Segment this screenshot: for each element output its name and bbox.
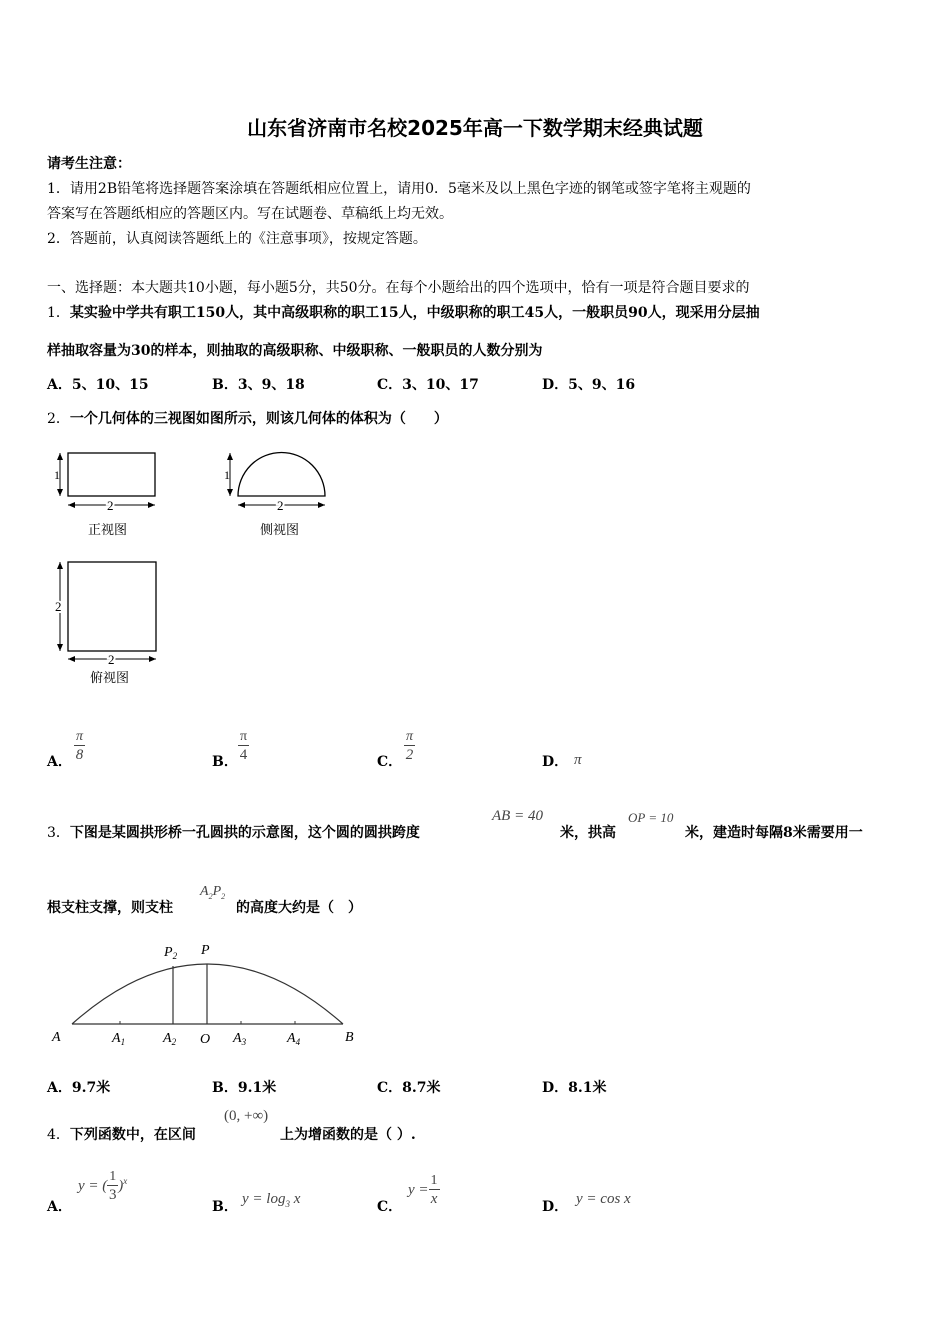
- q2-option-b-fraction: $\frac{\pi}{4}$: [239, 729, 248, 763]
- label-a: A: [52, 1030, 61, 1045]
- top-view-caption: 俯视图: [90, 671, 130, 686]
- arrow-down-icon: [57, 489, 63, 496]
- arrow-right-icon: [149, 656, 156, 662]
- label-o: O: [200, 1032, 211, 1047]
- question-text: 某实验中学共有职工150人，其中高级职称的职工15人，中级职称的职工45人，一般职员90人，现采用分层抽: [69, 305, 760, 321]
- top-view-diagram: [50, 555, 165, 690]
- arrow-left-icon: [68, 656, 75, 662]
- arrow-right-icon: [148, 502, 155, 508]
- q4-option-c-formula: y = $\frac{1}{x}$: [408, 1173, 438, 1207]
- q1-option-d[interactable]: D．5、9、16: [542, 377, 636, 393]
- page-title: 山东省济南市名校2025年高一下数学期末经典试题: [247, 116, 703, 140]
- notice-line-1b: 答案写在答题纸相应的答题区内。写在试题卷、草稿纸上均无效。: [47, 206, 453, 222]
- question-text: 一个几何体的三视图如图所示，则该几何体的体积为（ ）: [69, 411, 448, 427]
- label-a2: $A_2$: [163, 1031, 177, 1047]
- q4-option-c-label[interactable]: C．: [377, 1199, 403, 1215]
- width-label: 2: [108, 652, 115, 667]
- q2-option-b-label[interactable]: B．: [212, 754, 238, 770]
- q4-option-b-label[interactable]: B．: [212, 1199, 238, 1215]
- question-number: 2．: [47, 411, 70, 427]
- arrow-right-icon: [318, 502, 325, 508]
- label-a3: $A_3$: [233, 1031, 247, 1047]
- height-label: 1: [224, 468, 230, 482]
- q2-option-a-label[interactable]: A．: [47, 754, 72, 770]
- question-number: 1．: [47, 305, 70, 321]
- question-2: [47, 408, 448, 428]
- arch-bridge-diagram: [40, 935, 370, 1055]
- q4-option-a-formula: y = ( $\frac{1}{3}$ )$^x$: [78, 1169, 128, 1203]
- arrow-up-icon: [57, 562, 63, 569]
- q3-math-ab: AB = 40: [492, 808, 543, 824]
- arrow-left-icon: [68, 502, 75, 508]
- question-text: 下列函数中，在区间: [69, 1127, 196, 1143]
- q2-option-c-fraction: $\frac{\pi}{2}$: [405, 729, 414, 763]
- q3-text-b: 米，拱高: [560, 825, 616, 841]
- width-label: 2: [107, 498, 114, 513]
- question-text: 下图是某圆拱形桥一孔圆拱的示意图，这个圆的圆拱跨度: [69, 825, 420, 841]
- q4-text-b: 上为增函数的是（ ）.: [280, 1127, 416, 1143]
- notice-line-1: 1．请用2B铅笔将选择题答案涂填在答题纸相应位置上，请用0．5毫米及以上黑色字迹的钢笔或签字笔将主观题的: [47, 181, 751, 197]
- arrow-down-icon: [227, 489, 233, 496]
- front-view-diagram: [50, 445, 165, 545]
- notice-heading: 请考生注意：: [47, 156, 131, 172]
- q4-option-b-formula: $y = \log_3 x$: [242, 1191, 301, 1209]
- q2-option-a-fraction: $\frac{\pi}{8}$: [75, 729, 84, 763]
- label-a1: $A_1$: [112, 1031, 126, 1047]
- q3-text-e: 的高度大约是（ ）: [236, 900, 362, 916]
- arrow-down-icon: [57, 644, 63, 651]
- question-1: [47, 302, 760, 322]
- q3-text-d: 根支柱支撑，则支柱: [47, 900, 173, 916]
- height-label: 2: [55, 599, 62, 614]
- arrow-up-icon: [227, 453, 233, 460]
- q3-option-a[interactable]: A．9.7米: [47, 1080, 111, 1096]
- label-a4: $A_4$: [287, 1031, 301, 1047]
- question-number: 3．: [47, 825, 70, 841]
- q3-math-a2p2: $A_2P_2$: [200, 884, 226, 901]
- q3-option-c[interactable]: C．8.7米: [377, 1080, 441, 1096]
- q1-option-c[interactable]: C．3、10、17: [377, 377, 479, 393]
- question-number: 4．: [47, 1127, 70, 1143]
- width-label: 2: [277, 498, 284, 513]
- arrow-left-icon: [238, 502, 245, 508]
- question-1-text-b: 样抽取容量为30的样本，则抽取的高级职称、中级职称、一般职员的人数分别为: [47, 343, 543, 359]
- q2-option-c-label[interactable]: C．: [377, 754, 403, 770]
- label-p: P: [201, 943, 210, 958]
- q3-text-c: 米，建造时每隔8米需要用一: [685, 825, 863, 841]
- q2-option-d-value: π: [574, 752, 582, 768]
- q4-option-a-label[interactable]: A．: [47, 1199, 72, 1215]
- q2-option-d-label[interactable]: D．: [542, 754, 569, 770]
- front-view-rect: [68, 453, 155, 496]
- q1-option-b[interactable]: B．3、9、18: [212, 377, 305, 393]
- q3-option-b[interactable]: B．9.1米: [212, 1080, 277, 1096]
- side-view-caption: 侧视图: [260, 523, 300, 538]
- notice-line-2: 2．答题前，认真阅读答题纸上的《注意事项》，按规定答题。: [47, 231, 427, 247]
- semicircle-shape: [238, 453, 325, 497]
- q1-option-a[interactable]: A．5、10、15: [47, 377, 149, 393]
- label-p2: $P_2$: [164, 945, 178, 961]
- side-view-diagram: [220, 445, 335, 545]
- q3-math-op: OP = 10: [628, 810, 674, 825]
- section-heading: 一、选择题：本大题共10小题，每小题5分，共50分。在每个小题给出的四个选项中，恰有一项是符合题目要求的: [47, 280, 750, 296]
- q3-option-d[interactable]: D．8.1米: [542, 1080, 607, 1096]
- height-label: 1: [54, 468, 60, 482]
- label-b: B: [345, 1030, 354, 1045]
- question-3: [47, 822, 420, 842]
- arrow-up-icon: [57, 453, 63, 460]
- question-4: [47, 1124, 196, 1144]
- top-view-square: [68, 562, 156, 651]
- q4-interval: (0, +∞): [224, 1108, 269, 1124]
- front-view-caption: 正视图: [88, 523, 128, 538]
- q4-option-d-label[interactable]: D．: [542, 1199, 569, 1215]
- q4-option-d-formula: y = cos x: [576, 1191, 631, 1207]
